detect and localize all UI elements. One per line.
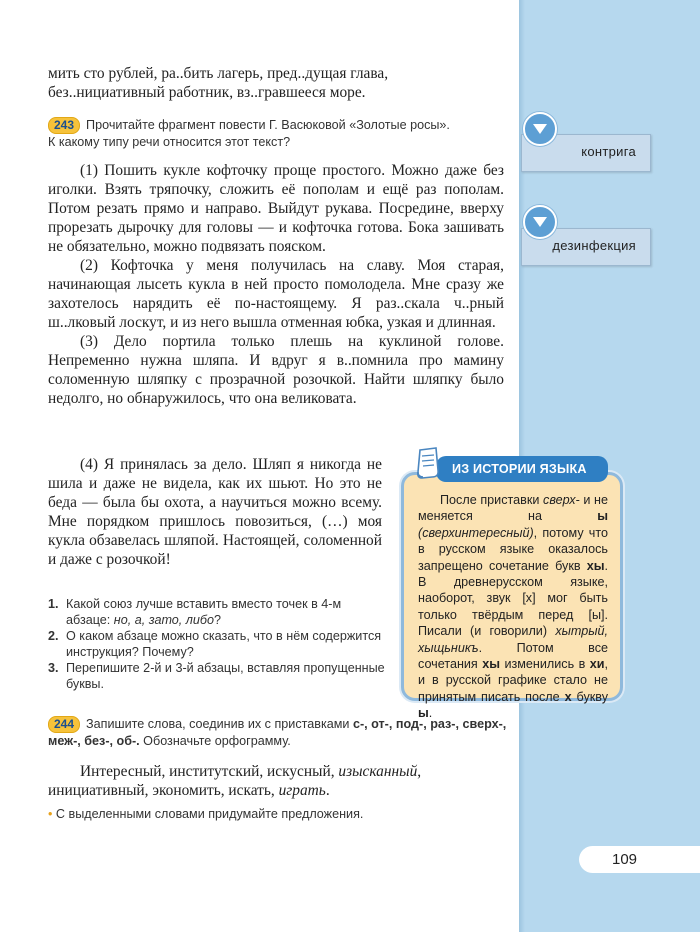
question-number: 3. <box>48 661 59 675</box>
note-kontriga-label: контрига <box>581 144 636 159</box>
question-2 <box>48 628 388 660</box>
exercise-244-number-badge: 244 <box>48 716 80 733</box>
paragraph-3: (3) Дело портила только плешь на куклиной голове. Непременно нужна шляпа. И вдруг я в..помнила про мамину соломенную шляпку с прозрачной розочкой. Найти шляпку было недолго, но обнаружилось, что она великовата. <box>48 333 504 407</box>
exercise-244-prefixes: с-, от-, под-, раз-, сверх-, меж-, без-, об-. <box>48 717 507 748</box>
words-end: . <box>325 782 330 799</box>
bullet-icon: • <box>48 807 53 821</box>
question-list <box>48 596 388 692</box>
words-plain-2: инициативный, экономить, искать, <box>48 782 279 799</box>
question-3 <box>48 660 388 692</box>
story-text <box>48 161 504 408</box>
scroll-icon <box>414 446 444 480</box>
page-number: 109 <box>579 846 700 873</box>
exercise-244-task-start: Запишите слова, соединив их с приставками <box>86 717 353 731</box>
words-italic-2: играть <box>278 782 326 799</box>
exercise-243-task-line2: К какому типу речи относится этот текст? <box>48 135 291 149</box>
bullet-task <box>48 806 504 822</box>
bullet-task-text: С выделенными словами придумайте предложения. <box>55 807 364 821</box>
note-marker-icon <box>523 205 557 239</box>
words-plain-1: Интересный, институтский, искусный, <box>80 763 339 780</box>
top-line-2: без..нициативный работник, вз..гравшееся море. <box>48 84 366 101</box>
paragraph-4: (4) Я принялась за дело. Шляп я никогда не шила и даже не видела, как их шьют. Но это не беда — была бы охота, а научиться можно всему. Мне порядком пришлось повозиться, (…) моя кукла обзавелась шляпой. Настоящей, соломенной и даже с розочкой! <box>48 456 382 568</box>
top-continuation-text <box>48 64 504 102</box>
exercise-244-words <box>48 762 504 800</box>
question-italic: но, а, зато, либо <box>113 613 214 627</box>
paragraph-2: (2) Кофточка у меня получилась на славу. Моя старая, начинающая лысеть кукла в ней просто помолодела. Мне сразу же захотелось нарядить её по-настоящему. Я раз..скала ч..рный ш..лковый лоскут, и из него вышла отменная юбка, узкая и длинная. <box>48 257 504 331</box>
exercise-243-number-badge: 243 <box>48 117 80 134</box>
question-text: Какой союз лучше вставить вместо точек в 4-м абзаце: <box>66 597 342 627</box>
history-title: ИЗ ИСТОРИИ ЯЗЫКА <box>436 456 608 482</box>
exercise-243-task <box>48 117 508 150</box>
words-line-1: Интересный, институтский, искусный, изысканный, <box>80 763 422 780</box>
question-end: ? <box>214 613 222 627</box>
exercise-243-task-line1: Прочитайте фрагмент повести Г. Васюковой «Золотые росы». <box>86 118 450 132</box>
question-text: Перепишите 2-й и 3-й абзацы, вставляя пропущенные буквы. <box>66 661 385 691</box>
paragraph-4-block <box>48 455 382 569</box>
top-line-1: мить сто рублей, ра..бить лагерь, пред..дущая глава, <box>48 65 389 82</box>
exercise-244-task-end: Обозначьте орфограмму. <box>139 734 291 748</box>
history-text: После приставки сверх- и не меняется на ы (сверхинтересный), потому что в русском языке оказалось запрещено сочетание букв хы. В древнерусском языке, наоборот, звук [х] мог быть только твёрдым перед [ы]. Писали (и говорили) хытрый, хыщьникъ. Потом все сочетания хы изменились в хи, и в русской графике стало не принятым писать после х букву ы. <box>418 493 608 721</box>
paragraph-1: (1) Пошить кукле кофточку проще простого. Можно даже без иголки. Взять тряпочку, сложить её пополам и ещё раз пополам. Потом резать прямо и направо. Выйдут рукава. Посредине, вверху прорезать дырочку для головы — и кофточка готова. Бока зашивать не обязательно, можно подвязать пояском. <box>48 162 504 255</box>
question-number: 2. <box>48 629 59 643</box>
note-marker-icon <box>523 112 557 146</box>
words-italic-1: изысканный <box>338 763 418 780</box>
question-number: 1. <box>48 597 59 611</box>
note-dezinfektsiya-label: дезинфекция <box>552 238 636 253</box>
question-text: О каком абзаце можно сказать, что в нём содержится инструкция? Почему? <box>66 629 382 659</box>
words-line-2 <box>48 781 504 800</box>
question-1 <box>48 596 388 628</box>
